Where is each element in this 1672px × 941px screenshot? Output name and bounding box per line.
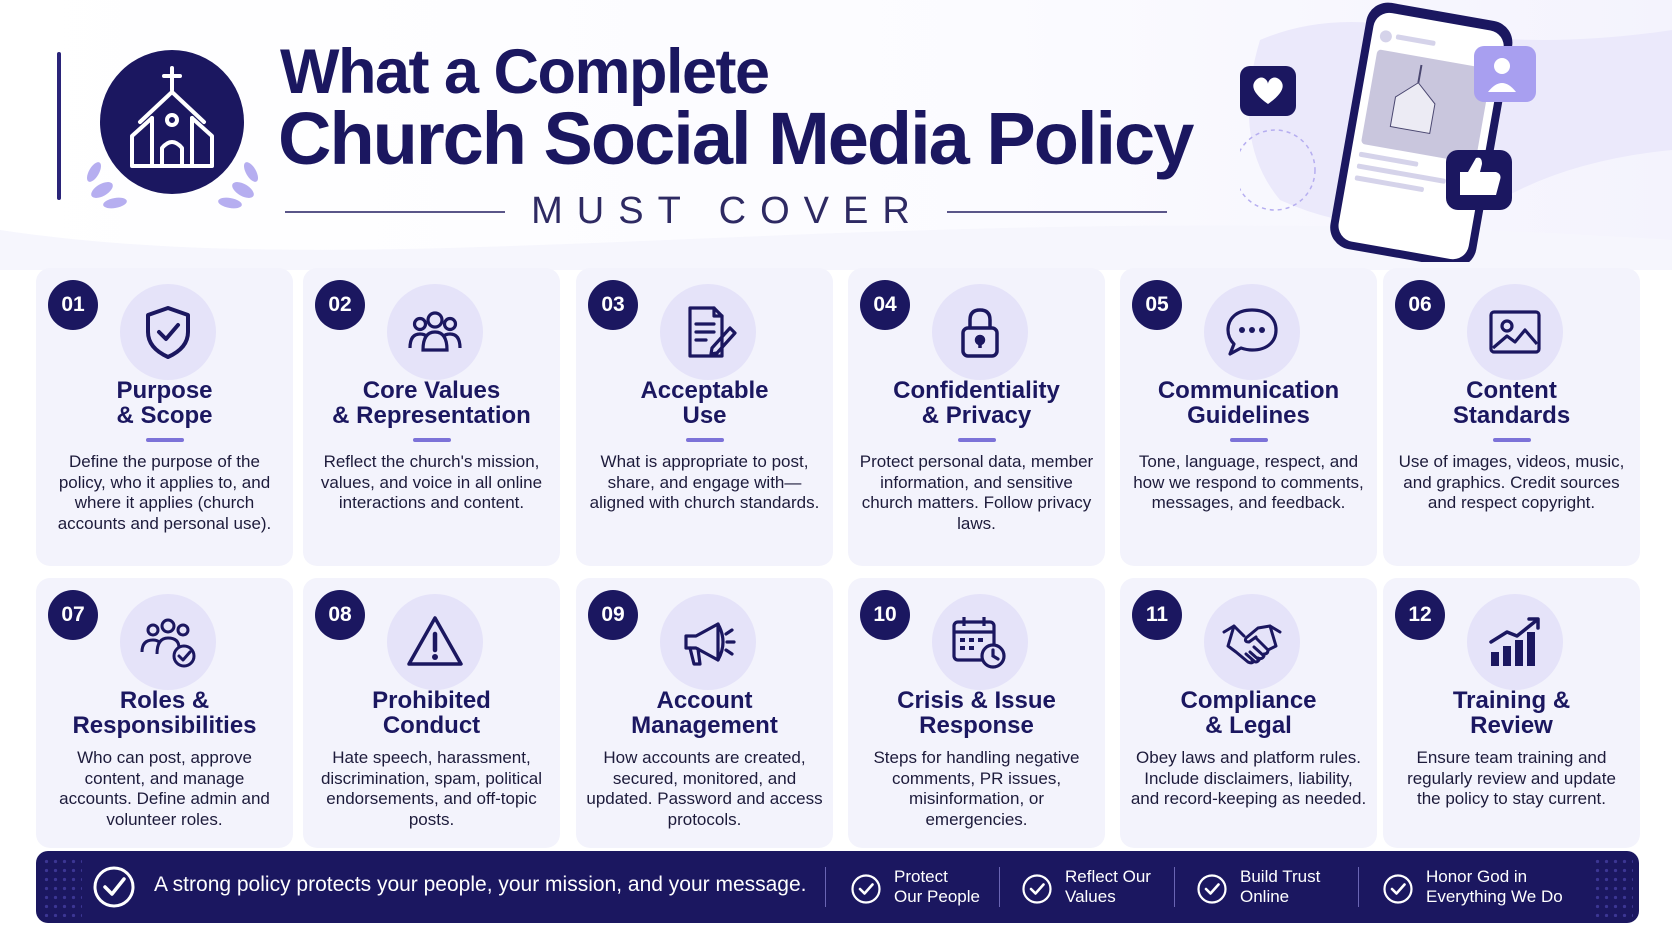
card-title xyxy=(856,688,1097,738)
card-title xyxy=(1128,688,1369,738)
card-icon-circle xyxy=(120,594,216,690)
card-icon-circle xyxy=(1204,284,1300,380)
card-description: What is appropriate to post, share, and engage with—aligned with church standards. xyxy=(589,452,820,512)
footer-value-line-2: Our People xyxy=(894,887,980,906)
card-title-line-1: Training & xyxy=(1452,687,1571,714)
policy-card xyxy=(1383,578,1640,848)
card-title-line-1: Content xyxy=(1466,377,1557,404)
subtitle-rule-right xyxy=(947,211,1167,213)
megaphone-icon xyxy=(678,612,738,672)
card-title-line-1: Compliance xyxy=(1180,687,1317,714)
card-title-line-2: Review xyxy=(1470,712,1553,739)
image-icon xyxy=(1485,302,1545,362)
card-description: How accounts are created, secured, monitored, and updated. Password and access protocols. xyxy=(586,748,823,829)
policy-card xyxy=(303,268,560,566)
title-underline xyxy=(958,438,996,442)
footer-divider xyxy=(825,867,826,907)
card-title-line-2: Standards xyxy=(1452,402,1571,429)
church-logo-icon xyxy=(80,40,265,220)
card-title xyxy=(1391,688,1632,738)
calendar-clock-icon xyxy=(950,612,1010,672)
card-title-line-1: Communication xyxy=(1157,377,1340,404)
card-title-line-1: Purpose xyxy=(116,377,213,404)
card-title-line-2: Response xyxy=(919,712,1034,739)
title-underline xyxy=(1230,438,1268,442)
policy-card xyxy=(36,268,293,566)
card-number: 05 xyxy=(1132,280,1182,330)
policy-card xyxy=(36,578,293,848)
accent-bar xyxy=(57,52,61,200)
card-icon-circle xyxy=(1204,594,1300,690)
policy-card xyxy=(848,578,1105,848)
card-description: Use of images, videos, music, and graphics. Credit sources and respect copyright. xyxy=(1398,452,1625,512)
card-title-line-2: Management xyxy=(631,712,778,739)
handshake-icon xyxy=(1222,612,1282,672)
card-icon-circle xyxy=(660,594,756,690)
card-icon-circle xyxy=(660,284,756,380)
card-number: 03 xyxy=(588,280,638,330)
card-title xyxy=(44,688,285,738)
bar-chart-growth-icon xyxy=(1485,612,1545,672)
card-number: 12 xyxy=(1395,590,1445,640)
card-number: 06 xyxy=(1395,280,1445,330)
policy-card xyxy=(303,578,560,848)
check-circle-icon xyxy=(1382,873,1414,905)
card-title xyxy=(311,378,552,428)
title-line-2: Church Social Media Policy xyxy=(278,97,1193,180)
title-underline xyxy=(146,438,184,442)
card-description: Who can post, approve content, and manage accounts. Define admin and volunteer roles. xyxy=(59,748,270,829)
check-circle-icon xyxy=(92,865,136,909)
card-title-line-2: Responsibilities xyxy=(72,712,257,739)
card-title xyxy=(44,378,285,428)
footer-banner xyxy=(36,851,1639,923)
card-number: 04 xyxy=(860,280,910,330)
card-icon-circle xyxy=(1467,284,1563,380)
people-check-icon xyxy=(138,612,198,672)
check-circle-icon xyxy=(1021,873,1053,905)
card-title xyxy=(1391,378,1632,428)
card-title-line-1: Crisis & Issue xyxy=(897,687,1056,714)
subtitle: MUST COVER xyxy=(531,190,924,232)
card-title xyxy=(1128,378,1369,428)
phone-illustration xyxy=(1240,0,1672,262)
footer-value-line-2: Everything We Do xyxy=(1426,887,1563,906)
document-pen-icon xyxy=(678,302,738,362)
footer-value-label xyxy=(1240,867,1400,907)
policy-card xyxy=(1120,578,1377,848)
policy-card xyxy=(576,268,833,566)
footer-value-line-2: Values xyxy=(1065,887,1116,906)
card-number: 01 xyxy=(48,280,98,330)
card-description: Steps for handling negative comments, PR issues, misinformation, or emergencies. xyxy=(873,748,1080,829)
footer-value-label xyxy=(1426,867,1586,907)
card-title-line-2: & Representation xyxy=(332,402,531,429)
card-number: 08 xyxy=(315,590,365,640)
footer-value-line-1: Reflect Our xyxy=(1065,867,1151,886)
title-underline xyxy=(413,438,451,442)
card-icon-circle xyxy=(932,594,1028,690)
card-title-line-1: Account xyxy=(656,687,753,714)
header xyxy=(0,0,1672,262)
card-icon-circle xyxy=(120,284,216,380)
policy-card xyxy=(1120,268,1377,566)
card-icon-circle xyxy=(932,284,1028,380)
footer-value-line-1: Honor God in xyxy=(1426,867,1528,886)
card-title xyxy=(856,378,1097,428)
card-description: Tone, language, respect, and how we respond to comments, messages, and feedback. xyxy=(1133,452,1364,512)
card-description: Define the purpose of the policy, who it applies to, and where it applies (church accounts and personal use). xyxy=(57,452,272,533)
lock-icon xyxy=(950,302,1010,362)
policy-card xyxy=(848,268,1105,566)
footer-value-line-2: Online xyxy=(1240,887,1290,906)
chat-bubble-icon xyxy=(1222,302,1282,362)
card-title-line-2: & Scope xyxy=(116,402,213,429)
card-description: Ensure team training and regularly review and update the policy to stay current. xyxy=(1407,748,1616,808)
card-description: Reflect the church's mission, values, and voice in all online interactions and content. xyxy=(320,452,543,512)
footer-value-line-1: Build Trust xyxy=(1240,867,1321,886)
card-title xyxy=(584,378,825,428)
card-title-line-2: Use xyxy=(682,402,727,429)
card-number: 07 xyxy=(48,590,98,640)
check-circle-icon xyxy=(850,873,882,905)
title-underline xyxy=(686,438,724,442)
title-line-1: What a Complete xyxy=(280,37,769,107)
card-title-line-2: Conduct xyxy=(382,712,481,739)
card-number: 02 xyxy=(315,280,365,330)
card-title-line-2: Guidelines xyxy=(1187,402,1310,429)
people-group-icon xyxy=(405,302,465,362)
card-description: Protect personal data, member information, and sensitive church matters. Follow privacy laws. xyxy=(859,452,1094,533)
card-title-line-2: & Legal xyxy=(1205,712,1292,739)
check-circle-icon xyxy=(1196,873,1228,905)
subtitle-rule-left xyxy=(285,211,505,213)
card-title-line-1: Confidentiality xyxy=(893,377,1060,404)
card-description: Obey laws and platform rules. Include disclaimers, liability, and record-keeping as needed. xyxy=(1130,748,1367,808)
card-icon-circle xyxy=(387,284,483,380)
card-icon-circle xyxy=(1467,594,1563,690)
warning-triangle-icon xyxy=(405,612,465,672)
footer-dots-left xyxy=(42,857,82,917)
policy-card xyxy=(1383,268,1640,566)
shield-check-icon xyxy=(138,302,198,362)
card-icon-circle xyxy=(387,594,483,690)
card-title-line-1: Acceptable xyxy=(640,377,769,404)
card-title-line-1: Roles & xyxy=(119,687,210,714)
card-title-line-1: Core Values xyxy=(362,377,501,404)
footer-dots-right xyxy=(1593,857,1633,917)
card-description: Hate speech, harassment, discrimination, spam, political endorsements, and off-topic posts. xyxy=(320,748,543,829)
card-title xyxy=(311,688,552,738)
title-underline xyxy=(1493,438,1531,442)
card-number: 10 xyxy=(860,590,910,640)
card-title-line-2: & Privacy xyxy=(921,402,1032,429)
card-number: 11 xyxy=(1132,590,1182,640)
policy-card xyxy=(576,578,833,848)
footer-message: A strong policy protects your people, your mission, and your message. xyxy=(154,873,807,896)
card-title-line-1: Prohibited xyxy=(372,687,491,714)
card-number: 09 xyxy=(588,590,638,640)
card-title xyxy=(584,688,825,738)
footer-value-line-1: Protect xyxy=(894,867,948,886)
